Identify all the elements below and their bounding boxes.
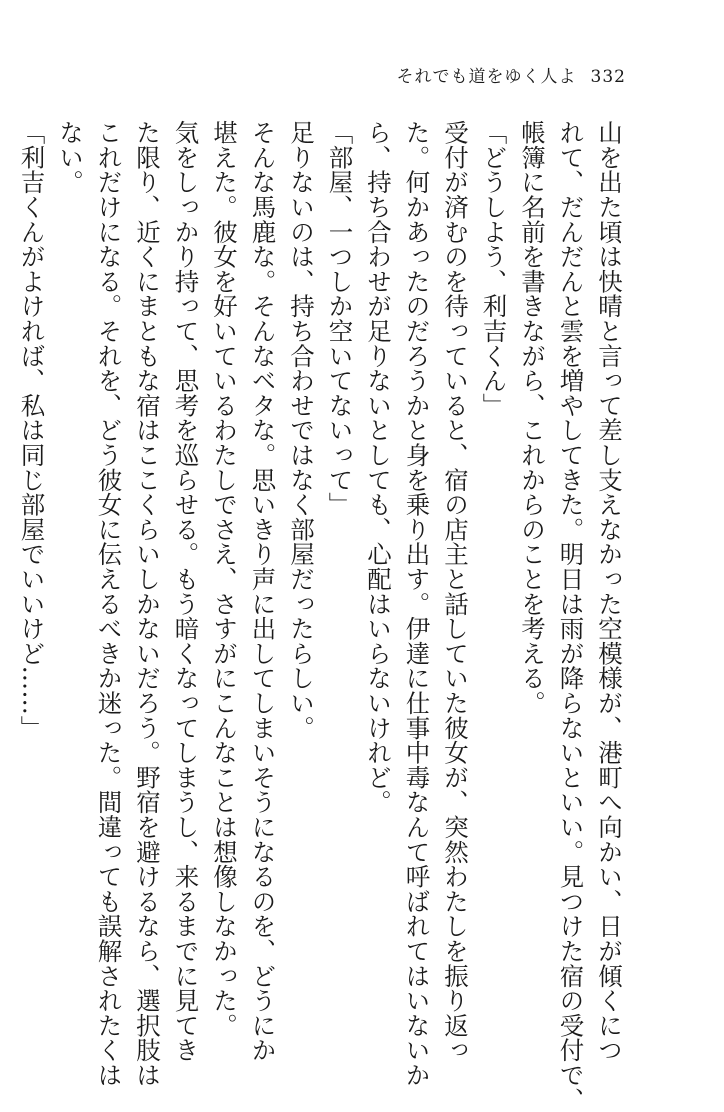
text-line: 受付が済むのを待っていると、宿の店主と話していた彼女が、突然わたしを振り返っ: [441, 120, 470, 1063]
text-line: た限り、近くにまともな宿はここくらいしかないだろう。野宿を避けるなら、選択肢は: [133, 120, 162, 1088]
text-line: 気をしっかり持って、思考を巡らせる。もう暗くなってしまうし、来るまでに見てき: [171, 120, 201, 1063]
text-line: 「部屋、一つしか空いてないって」: [325, 120, 355, 517]
text-line: 堪えた。彼女を好いているわたしでさえ、さすがにこんなことは想像しなかった。: [210, 120, 239, 1038]
text-line: そんな馬鹿な。そんなベタな。思いきり声に出してしまいそうになるのを、どうにか: [248, 120, 278, 1063]
vertical-body-text: [12, 120, 628, 1112]
text-line: 足りないのは、持ち合わせではなく部屋だったらしい。: [287, 120, 316, 740]
page-number: 332: [590, 67, 626, 87]
text-line: ない。: [56, 120, 85, 195]
text-line: た。何かあったのだろうかと身を乗り出す。伊達に仕事中毒なんて呼ばれてはいないか: [402, 120, 432, 1088]
text-line: 「どうしよう、利吉くん」: [479, 120, 509, 418]
book-title: それでも道をゆく人よ: [396, 67, 577, 87]
text-line: 山を出た頃は快晴と言って差し支えなかった空模様が、港町へ向かい、日が傾くにつ: [595, 120, 624, 1063]
running-header: [397, 62, 626, 87]
text-line: 帳簿に名前を書きながら、これからのことを考える。: [518, 120, 547, 716]
text-line: れて、だんだんと雲を増やしてきた。明日は雨が降らないといい。見つけた宿の受付で、: [556, 120, 586, 1112]
text-line: 「利吉くんがよければ、私は同じ部屋でいいけど……」: [17, 120, 47, 740]
text-line: ら、持ち合わせが足りないとしても、心配はいらないけれど。: [364, 120, 393, 815]
text-line: これだけになる。それを、どう彼女に伝えるべきか迷った。間違っても誤解されたくは: [94, 120, 124, 1088]
